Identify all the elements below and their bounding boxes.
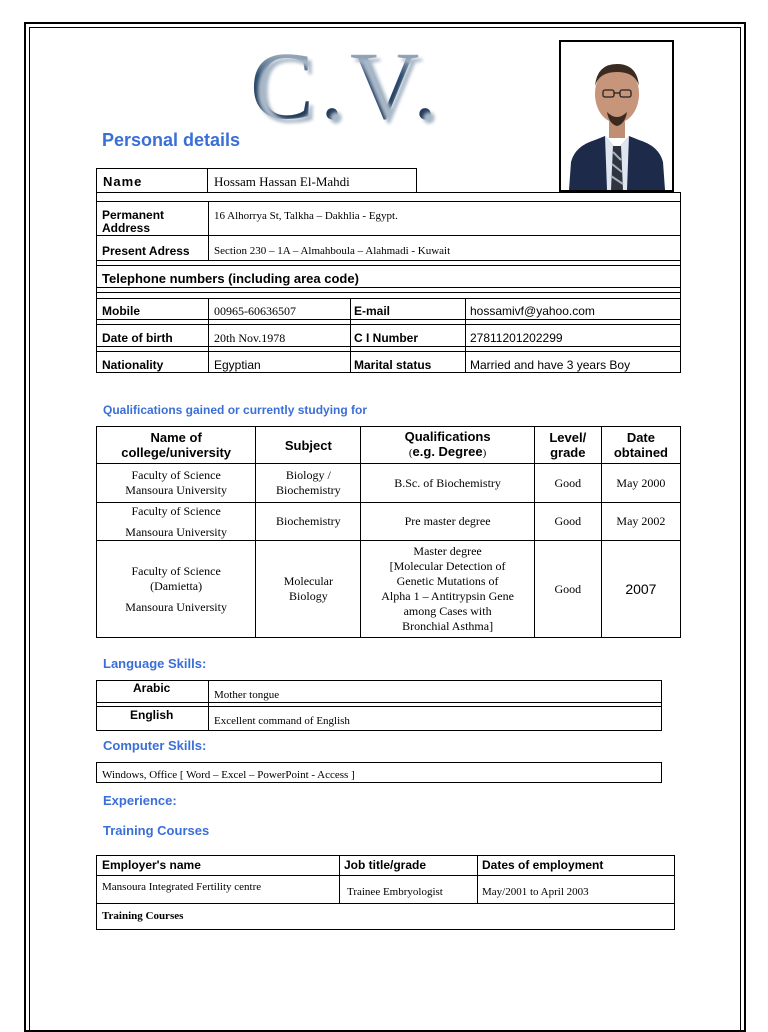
row2-subject: Biochemistry xyxy=(256,503,361,541)
permanent-address-value: 16 Alhorrya St, Talkha – Dakhlia - Egypt. xyxy=(214,210,398,222)
nationality-label: Nationality xyxy=(102,358,164,372)
header-date: Date obtained xyxy=(601,427,680,464)
dates-header: Dates of employment xyxy=(482,858,604,872)
present-address-value: Section 230 – 1A – Almahboula – Alahmadi - Kuwait xyxy=(214,245,451,257)
language-english: English xyxy=(130,708,174,722)
training-courses-row: Training Courses xyxy=(102,910,184,922)
permanent-address-label: Permanent Address xyxy=(102,208,165,235)
header-college: Name of college/university xyxy=(97,427,256,464)
row2-college: Faculty of Science Mansoura University xyxy=(97,503,256,541)
qualification-row xyxy=(97,503,681,541)
ci-number-value: 27811201202299 xyxy=(470,331,563,345)
row3-qualification: Master degree [Molecular Detection of Genetic Mutations of Alpha 1 – Antitrypsin Gene among Cases with Bronchial Asthma] xyxy=(361,541,534,638)
profile-photo xyxy=(559,40,674,192)
experience-heading: Experience: xyxy=(103,793,177,808)
header-subject: Subject xyxy=(256,427,361,464)
computer-skills-box xyxy=(96,762,662,783)
language-skills-table xyxy=(96,680,662,731)
row3-subject: Molecular Biology xyxy=(256,541,361,638)
personal-details-table xyxy=(96,192,681,373)
name-label: Name xyxy=(103,174,143,189)
row1-subject: Biology / Biochemistry xyxy=(256,464,361,503)
row1-college: Faculty of Science Mansoura University xyxy=(97,464,256,503)
row2-qualification: Pre master degree xyxy=(361,503,534,541)
marital-status-label: Marital status xyxy=(354,358,432,372)
nationality-value: Egyptian xyxy=(214,358,261,372)
present-address-label: Present Adress xyxy=(102,244,190,258)
email-label: E-mail xyxy=(354,304,391,318)
computer-skills-value: Windows, Office [ Word – Excel – PowerPoint - Access ] xyxy=(102,769,355,781)
name-row xyxy=(96,168,417,193)
row1-qualification: B.Sc. of Biochemistry xyxy=(361,464,534,503)
qualifications-header-row xyxy=(97,427,681,464)
name-value: Hossam Hassan El-Mahdi xyxy=(214,174,350,189)
row2-level: Good xyxy=(534,503,601,541)
dob-value: 20th Nov.1978 xyxy=(214,331,286,345)
language-arabic-level: Mother tongue xyxy=(214,689,280,701)
row3-college: Faculty of Science (Damietta) Mansoura University xyxy=(97,541,256,638)
personal-details-heading: Personal details xyxy=(102,130,241,150)
computer-skills-heading: Computer Skills: xyxy=(103,738,207,753)
email-value[interactable]: hossamivf@yahoo.com xyxy=(470,304,595,318)
employer-name-value: Mansoura Integrated Fertility centre xyxy=(102,881,262,893)
dob-label: Date of birth xyxy=(102,331,173,345)
employer-name-header: Employer's name xyxy=(102,858,201,872)
qualifications-heading: Qualifications gained or currently studying for xyxy=(103,403,368,417)
row3-level: Good xyxy=(534,541,601,638)
cv-title: C.V. xyxy=(250,32,443,139)
ci-number-label: C I Number xyxy=(354,331,419,345)
language-skills-heading: Language Skills: xyxy=(103,656,207,671)
qualifications-table xyxy=(96,426,681,638)
row3-date: 2007 xyxy=(601,541,680,638)
header-qualifications: Qualifications (e.g. Degree) xyxy=(361,427,534,464)
telephone-numbers-label: Telephone numbers (including area code) xyxy=(102,271,359,286)
qualification-row xyxy=(97,464,681,503)
job-title-header: Job title/grade xyxy=(344,858,427,872)
header-level: Level/ grade xyxy=(534,427,601,464)
row2-date: May 2002 xyxy=(601,503,680,541)
job-title-value: Trainee Embryologist xyxy=(347,886,443,898)
language-arabic: Arabic xyxy=(133,681,171,695)
dates-value: May/2001 to April 2003 xyxy=(482,886,589,898)
qualification-row xyxy=(97,541,681,638)
experience-table xyxy=(96,855,675,930)
language-english-level: Excellent command of English xyxy=(214,715,350,727)
row1-date: May 2000 xyxy=(601,464,680,503)
mobile-value: 00965-60636507 xyxy=(214,304,296,318)
marital-status-value: Married and have 3 years Boy xyxy=(470,358,631,372)
row1-level: Good xyxy=(534,464,601,503)
training-courses-heading: Training Courses xyxy=(103,823,210,838)
mobile-label: Mobile xyxy=(102,304,140,318)
